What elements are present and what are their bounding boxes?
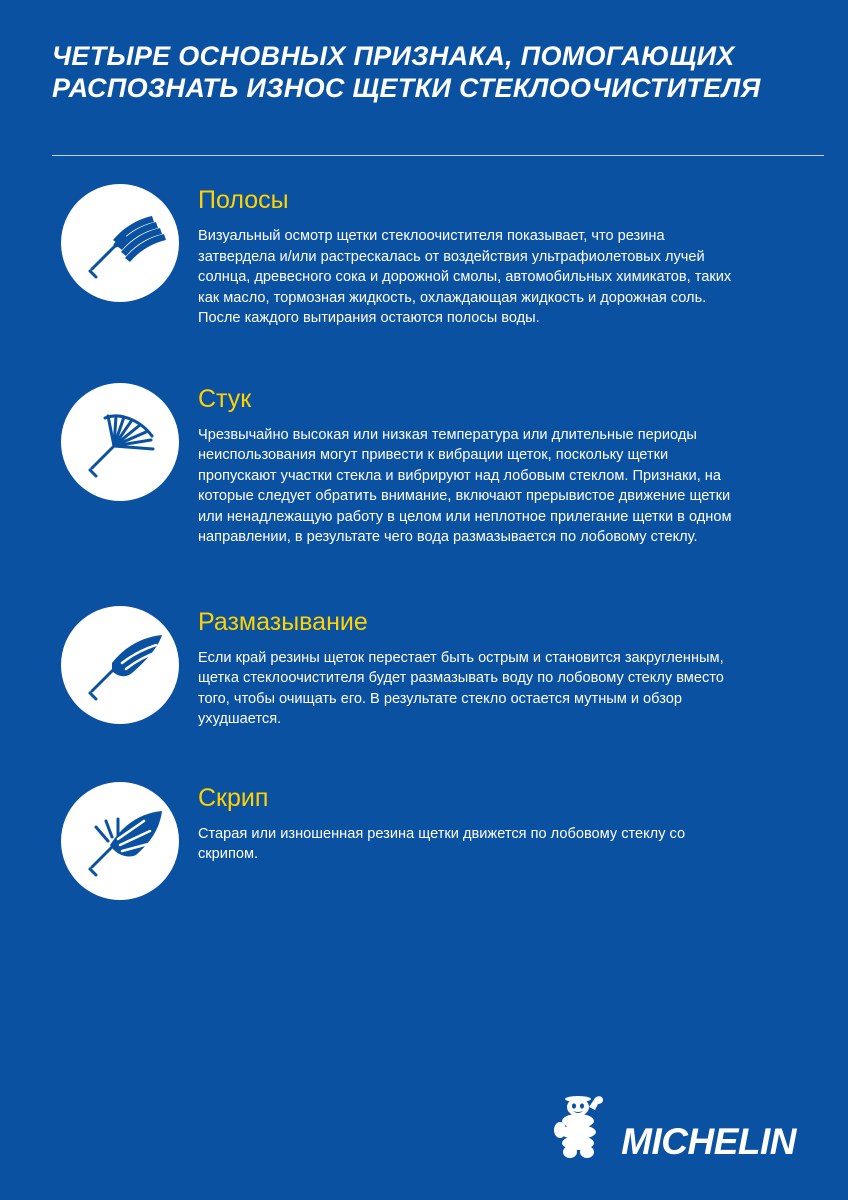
wiper-streaks-icon <box>72 195 168 291</box>
brand-wordmark: MICHELIN <box>621 1121 796 1162</box>
page-title: ЧЕТЫРЕ ОСНОВНЫХ ПРИЗНАКА, ПОМОГАЮЩИХ РАСПОЗНАТЬ ИЗНОС ЩЕТКИ СТЕКЛООЧИСТИТЕЛЯ <box>52 41 761 103</box>
icon-circle <box>61 383 179 501</box>
list-item <box>0 178 848 329</box>
brand-logo <box>551 1090 796 1160</box>
header <box>52 40 796 104</box>
list-item <box>0 776 848 900</box>
item-body <box>188 776 796 865</box>
icon-container <box>52 178 188 302</box>
item-text: Старая или изношенная резина щетки движется по лобовому стеклу со скрипом. <box>198 825 686 862</box>
item-title: Полосы <box>198 186 289 214</box>
item-body <box>188 600 796 730</box>
michelin-man-icon <box>551 1090 613 1160</box>
icon-circle <box>61 184 179 302</box>
wiper-smearing-icon <box>72 617 168 713</box>
icon-container <box>52 377 188 501</box>
item-text: Чрезвычайно высокая или низкая температура или длительные периоды неиспользования могут привести к вибрации щеток, поскольку щетки пропускают участки стекла и вибрируют над лобовым стеклом. Признаки, на которые следует обратить внимание, включают прерывистое движение щетки или ненадлежащую работу в целом или неплотное прилегание щетки в одном направлении, в результате чего вода размазывается по лобовому стеклу. <box>198 426 732 545</box>
item-title: Размазывание <box>198 607 368 636</box>
list-item <box>0 377 848 548</box>
signs-list <box>0 176 848 922</box>
icon-container <box>52 600 188 724</box>
item-title: Стук <box>198 384 252 413</box>
item-text: Если край резины щеток перестает быть острым и становится закругленным, щетка стеклоочистителя будет размазывать воду по лобовому стеклу вместо того, чтобы очищать его. В результате стекло остается мутным и обзор ухудшается. <box>198 649 724 727</box>
icon-circle <box>61 782 179 900</box>
list-item <box>0 600 848 730</box>
wiper-chatter-icon <box>72 394 168 490</box>
wiper-squeak-icon <box>72 793 168 889</box>
icon-circle <box>61 606 179 724</box>
item-title: Скрип <box>198 783 269 812</box>
icon-container <box>52 776 188 900</box>
item-body <box>188 178 796 329</box>
header-divider <box>52 155 824 156</box>
item-text: Визуальный осмотр щетки стеклоочистителя показывает, что резина затвердела и/или растрескалась от воздействия ультрафиолетовых лучей солнца, древесного сока и дорожной смолы, автомобильных химикатов, таких как масло, тормозная жидкость, охлаждающая жидкость и дорожная соль. После каждого вытирания остаются полосы воды. <box>198 228 732 326</box>
item-body <box>188 377 796 548</box>
